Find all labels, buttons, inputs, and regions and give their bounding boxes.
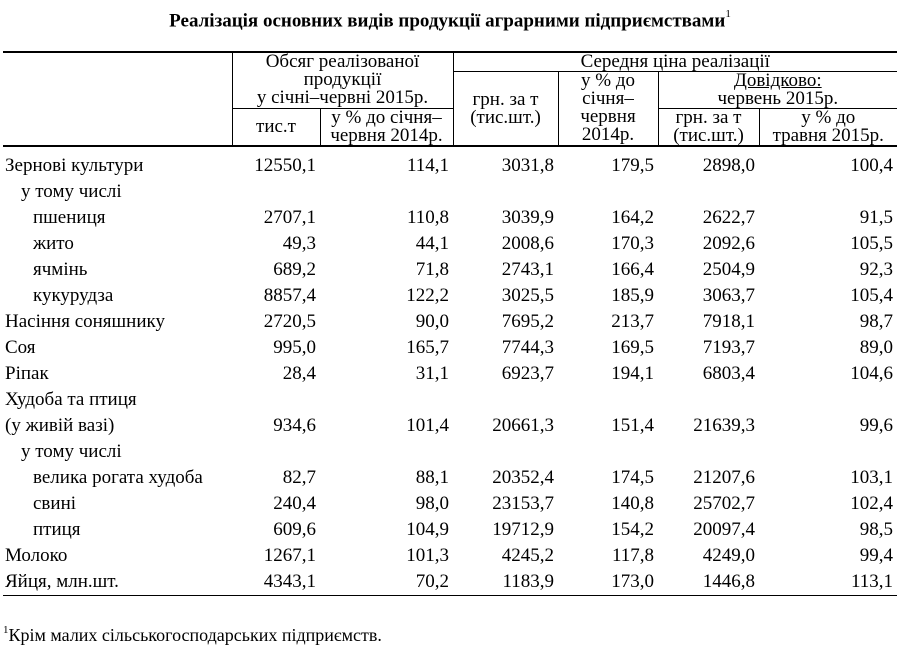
value-cell: 7744,3 — [501, 337, 554, 358]
value-cell: 20352,4 — [492, 467, 554, 488]
table-row — [3, 439, 897, 465]
value-cell — [658, 179, 759, 205]
table-row — [3, 413, 897, 439]
title-footnote-ref: 1 — [725, 8, 731, 20]
product-name: велика рогата худоба — [33, 467, 203, 488]
value-cell: 104,6 — [850, 363, 894, 384]
product-name: Молоко — [5, 545, 68, 566]
value-cell: 1267,1 — [263, 545, 316, 566]
value-cell: 2622,7 — [702, 207, 755, 228]
value-cell: 105,4 — [850, 285, 894, 306]
product-name: Соя — [5, 337, 36, 358]
value-cell — [320, 387, 453, 413]
footnote: $^1$Крім малих сільськогосподарських підприємств. — [3, 624, 382, 645]
value-cell: 49,3 — [282, 233, 316, 254]
value-cell: 7695,2 — [501, 311, 554, 332]
value-cell: 92,3 — [859, 259, 894, 280]
header-volume-group: Обсяг реалізованої продукції у січні–червні 2015р. — [232, 52, 453, 109]
value-cell: 7193,7 — [702, 337, 755, 358]
table-row — [3, 335, 897, 361]
header-reference-group: Довідково: червень 2015р. — [658, 72, 897, 109]
value-cell: 2898,0 — [702, 155, 755, 176]
value-cell: 609,6 — [273, 519, 316, 540]
table-row — [3, 361, 897, 387]
value-cell: 99,4 — [859, 545, 894, 566]
value-cell: 105,5 — [850, 233, 894, 254]
table-row — [3, 465, 897, 491]
value-cell: 23153,7 — [492, 493, 554, 514]
product-name: кукурудза — [33, 285, 114, 306]
value-cell: 164,2 — [611, 207, 654, 228]
value-cell: 31,1 — [415, 363, 449, 384]
value-cell: 1446,8 — [658, 569, 759, 596]
table-row — [3, 231, 897, 257]
product-name: Насіння соняшнику — [5, 311, 165, 332]
value-cell: 2008,6 — [501, 233, 554, 254]
value-cell: 689,2 — [273, 259, 316, 280]
table-row — [3, 309, 897, 335]
value-cell — [558, 439, 658, 465]
value-cell: 934,6 — [273, 415, 316, 436]
value-cell: 90,0 — [415, 311, 449, 332]
value-cell: 2743,1 — [501, 259, 554, 280]
value-cell: 102,4 — [850, 493, 894, 514]
value-cell: 98,5 — [859, 519, 894, 540]
value-cell: 165,7 — [406, 337, 449, 358]
product-name: пшениця — [33, 207, 106, 228]
value-cell: 169,5 — [611, 337, 654, 358]
value-cell: 6923,7 — [501, 363, 554, 384]
value-cell: 100,4 — [850, 155, 894, 176]
table-row — [3, 569, 897, 596]
header-price-uah: грн. за т (тис.шт.) — [453, 72, 558, 147]
value-cell: 88,1 — [415, 467, 449, 488]
value-cell: 98,7 — [859, 311, 894, 332]
product-name: (у живій вазі) — [5, 415, 115, 436]
value-cell: 6803,4 — [702, 363, 755, 384]
value-cell: 44,1 — [415, 233, 449, 254]
value-cell: 91,5 — [859, 207, 894, 228]
value-cell: 20661,3 — [492, 415, 554, 436]
value-cell: 21207,6 — [693, 467, 755, 488]
table-row — [3, 205, 897, 231]
table-row — [3, 517, 897, 543]
header-vol-pct: у % до січня– червня 2014р. — [320, 109, 453, 147]
product-name: Ріпак — [5, 363, 49, 384]
table-row — [3, 491, 897, 517]
header-product-cell — [3, 52, 232, 146]
value-cell: 117,8 — [611, 545, 654, 566]
product-name: у тому числі — [21, 181, 122, 202]
value-cell: 3031,8 — [501, 155, 554, 176]
product-name: ячмінь — [33, 259, 88, 280]
table-row — [3, 146, 897, 179]
value-cell: 151,4 — [611, 415, 654, 436]
value-cell: 2720,5 — [263, 311, 316, 332]
value-cell: 122,2 — [406, 285, 449, 306]
product-name: Зернові культури — [5, 155, 144, 176]
header-ref-pct: у % до травня 2015р. — [759, 109, 897, 147]
value-cell: 3039,9 — [501, 207, 554, 228]
value-cell: 1183,9 — [453, 569, 558, 596]
value-cell: 240,4 — [273, 493, 316, 514]
product-name: Худоба та птиця — [5, 389, 137, 410]
value-cell: 4343,1 — [232, 569, 320, 596]
value-cell: 166,4 — [611, 259, 654, 280]
value-cell: 194,1 — [611, 363, 654, 384]
header-row-1 — [3, 52, 897, 72]
value-cell — [232, 179, 320, 205]
value-cell: 154,2 — [611, 519, 654, 540]
value-cell: 140,8 — [611, 493, 654, 514]
header-vol-thous: тис.т — [232, 109, 320, 147]
header-price-pct: у % до січня– червня 2014р. — [558, 72, 658, 147]
value-cell: 110,8 — [406, 207, 449, 228]
value-cell: 179,5 — [611, 155, 654, 176]
table-row — [3, 387, 897, 413]
product-name: птиця — [33, 519, 81, 540]
value-cell: 99,6 — [859, 415, 894, 436]
product-name: жито — [33, 233, 74, 254]
value-cell: 12550,1 — [254, 155, 316, 176]
value-cell — [232, 439, 320, 465]
table-row — [3, 179, 897, 205]
sales-table — [3, 51, 897, 596]
value-cell: 174,5 — [611, 467, 654, 488]
value-cell: 995,0 — [273, 337, 316, 358]
value-cell: 170,3 — [611, 233, 654, 254]
product-name: у тому числі — [21, 441, 122, 462]
value-cell: 4249,0 — [702, 545, 755, 566]
value-cell — [453, 387, 558, 413]
value-cell: 104,9 — [406, 519, 449, 540]
product-name: свині — [33, 493, 77, 514]
value-cell: 103,1 — [850, 467, 894, 488]
value-cell: 20097,4 — [693, 519, 755, 540]
value-cell — [320, 179, 453, 205]
value-cell: 70,2 — [320, 569, 453, 596]
value-cell: 101,3 — [406, 545, 449, 566]
header-ref-uah: грн. за т (тис.шт.) — [658, 109, 759, 147]
value-cell — [558, 387, 658, 413]
table-row — [3, 283, 897, 309]
value-cell — [759, 439, 897, 465]
header-price-group: Середня ціна реалізації — [453, 52, 897, 72]
product-name: Яйця, млн.шт. — [3, 569, 232, 596]
value-cell: 2707,1 — [263, 207, 316, 228]
value-cell: 185,9 — [611, 285, 654, 306]
value-cell: 8857,4 — [263, 285, 316, 306]
value-cell — [759, 387, 897, 413]
value-cell: 173,0 — [558, 569, 658, 596]
value-cell: 21639,3 — [693, 415, 755, 436]
value-cell: 82,7 — [282, 467, 316, 488]
value-cell: 25702,7 — [693, 493, 755, 514]
value-cell: 28,4 — [282, 363, 316, 384]
value-cell: 4245,2 — [501, 545, 554, 566]
value-cell: 7918,1 — [702, 311, 755, 332]
table-row — [3, 543, 897, 569]
value-cell — [658, 439, 759, 465]
table-body — [3, 146, 897, 596]
value-cell: 3025,5 — [501, 285, 554, 306]
value-cell: 98,0 — [415, 493, 449, 514]
value-cell: 114,1 — [406, 155, 449, 176]
value-cell: 3063,7 — [702, 285, 755, 306]
value-cell: 89,0 — [859, 337, 894, 358]
value-cell — [759, 179, 897, 205]
page-title: Реалізація основних видів продукції аграрними підприємствами$^1$ — [169, 8, 731, 32]
value-cell: 213,7 — [611, 311, 654, 332]
value-cell — [232, 387, 320, 413]
value-cell: 2504,9 — [702, 259, 755, 280]
value-cell — [453, 439, 558, 465]
value-cell: 113,1 — [759, 569, 897, 596]
value-cell — [453, 179, 558, 205]
table-row — [3, 257, 897, 283]
value-cell — [558, 179, 658, 205]
value-cell: 71,8 — [415, 259, 449, 280]
value-cell — [320, 439, 453, 465]
value-cell — [658, 387, 759, 413]
value-cell: 101,4 — [406, 415, 449, 436]
value-cell: 2092,6 — [702, 233, 755, 254]
value-cell: 19712,9 — [492, 519, 554, 540]
